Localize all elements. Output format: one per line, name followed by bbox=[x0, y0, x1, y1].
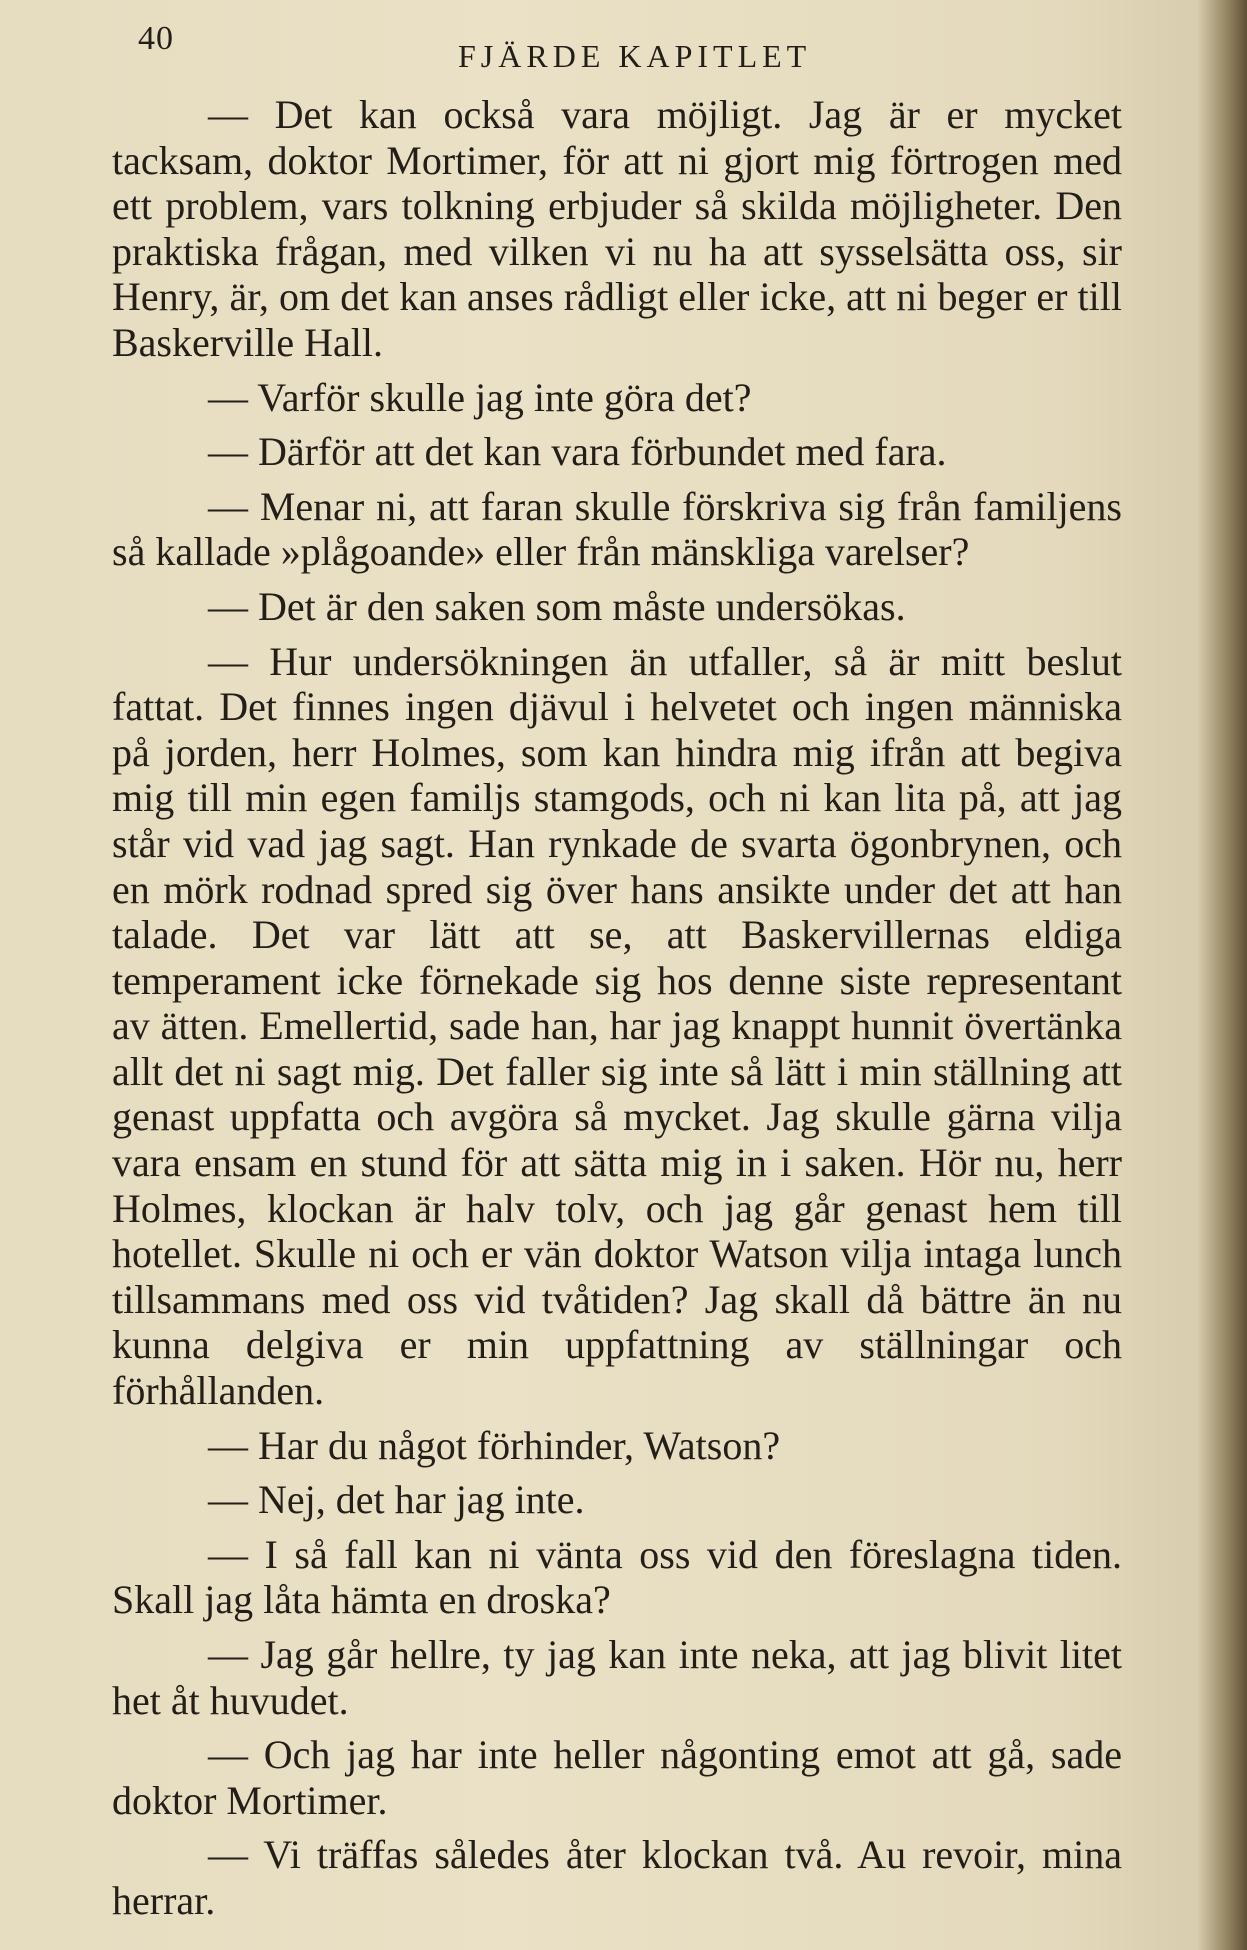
paragraph: — Hur undersökningen än utfaller, så är mitt beslut fattat. Det finnes ingen djävul i helvetet och ingen människa på jorden, herr Holmes, som kan hindra mig ifrån att begiva mig till min egen familjs stamgods, och ni kan lita på, att jag står vid vad jag sagt. Han rynkade de svarta ögonbrynen, och en mörk rodnad spred sig över hans ansikte under det att han talade. Det var lätt att se, att Baskervillernas eldiga temperament icke förnekade sig hos denne siste representant av ätten. Emellertid, sade han, har jag knappt hunnit övertänka allt det ni sagt mig. Det faller sig inte så lätt i min ställning att genast uppfatta och avgöra så mycket. Jag skulle gärna vilja vara ensam en stund för att sätta mig in i saken. Hör nu, herr Holmes, klockan är halv tolv, och jag går genast hem till hotellet. Skulle ni och er vän doktor Watson vilja intaga lunch tillsammans med oss vid tvåtiden? Jag skall då bättre än nu kunna delgiva er min uppfattning av ställningar och förhållanden. bbox=[112, 638, 1122, 1414]
paragraph: — Det är den saken som måste undersökas. bbox=[208, 583, 906, 629]
paragraph: — Har du något förhinder, Watson? bbox=[208, 1422, 781, 1468]
paragraph: — Det kan också vara möjligt. Jag är er mycket tacksam, doktor Mortimer, för att ni gjort mig förtrogen med ett problem, vars tolkning erbjuder så skilda möjligheter. Den praktiska frågan, med vilken vi nu ha att sysselsätta oss, sir Henry, är, om det kan anses rådligt eller icke, att ni beger er till Baskerville Hall. bbox=[112, 92, 1122, 365]
paragraph: — Varför skulle jag inte göra det? bbox=[208, 374, 752, 420]
paragraph: — I så fall kan ni vänta oss vid den föreslagna tiden. Skall jag låta hämta en droska? bbox=[112, 1531, 1122, 1623]
paragraph: — Och jag har inte heller någonting emot att gå, sade doktor Mortimer. bbox=[112, 1732, 1122, 1823]
running-head: FJÄRDE KAPITLET bbox=[458, 38, 812, 74]
body-text bbox=[112, 92, 1122, 1933]
paragraph: — Därför att det kan vara förbundet med fara. bbox=[208, 429, 947, 475]
paragraph: — Jag går hellre, ty jag kan inte neka, att jag blivit litet het åt huvudet. bbox=[112, 1632, 1122, 1723]
paragraph: — Nej, det har jag inte. bbox=[208, 1477, 585, 1523]
paragraph: — Menar ni, att faran skulle förskriva sig från familjens så kallade »plågoande» eller från mänskliga varelser? bbox=[112, 483, 1122, 575]
page-number: 40 bbox=[138, 20, 174, 57]
paragraph: — Vi träffas således åter klockan två. Au revoir, mina herrar. bbox=[112, 1832, 1122, 1923]
